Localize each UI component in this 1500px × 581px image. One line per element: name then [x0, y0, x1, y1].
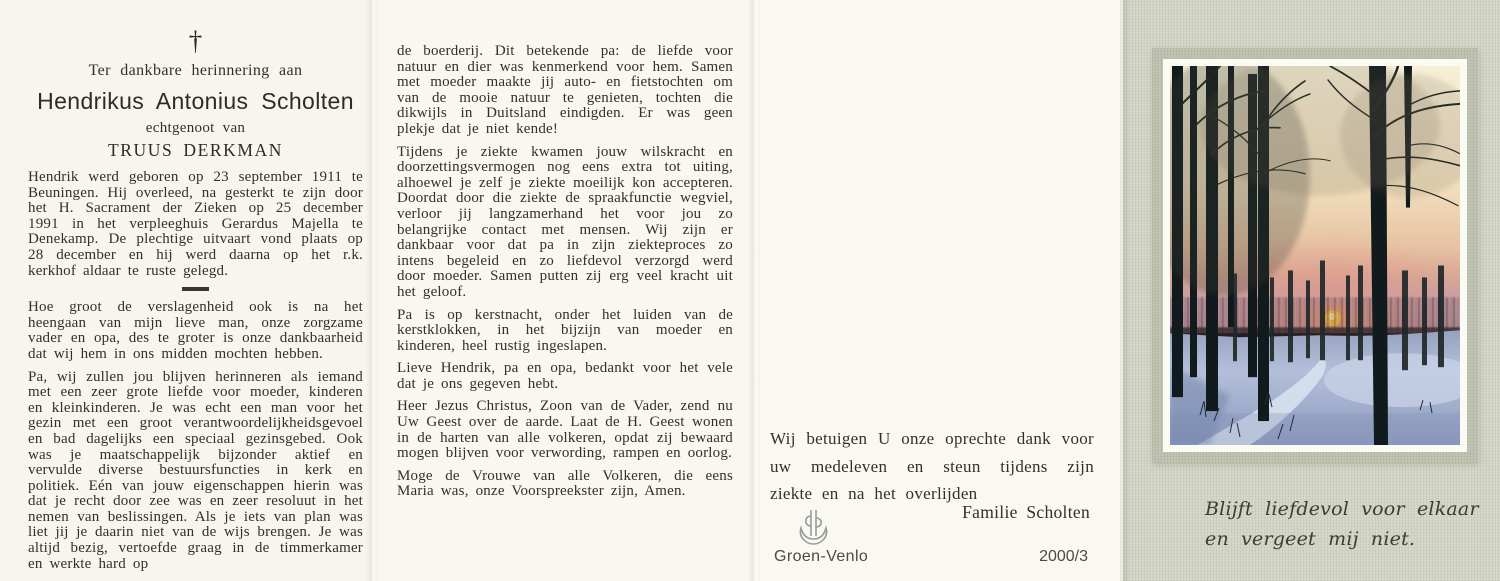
print-code: 2000/3 — [1039, 548, 1088, 565]
deceased-name: Hendrikus Antonius Scholten — [37, 88, 354, 114]
printer-name: Groen-Venlo — [774, 548, 869, 565]
spouse-name: TRUUS DERKMAN — [107, 140, 284, 160]
paragraph-prayer: Heer Jezus Christus, Zoon van de Vader, zend nu Uw Geest over de aarde. Laat de H. Geest wonen in de harten van alle volkeren, opdat zij bewaard mogen blijven voor verwording, rampen en oorlog. — [397, 398, 733, 462]
paragraph-amen: Moge de Vrouwe van alle Volkeren, die eens Maria was, onze Voorspreekster zijn, Amen. — [397, 467, 733, 500]
paragraph-born-died: Hendrik werd geboren op 23 september 1911 te Beuningen. Hij overleed, na gesterkt te zijn door het H. Sacrament der Zieken op 25 december 1991 in het verpleeghuis Gerardus Majella te Denekamp. De plechtige uitvaart vond plaats op 28 december en hij werd daarna op het r.k. kerkhof aldaar te ruste gelegd. — [28, 169, 363, 279]
cover-front-panel — [1120, 0, 1500, 581]
inside-middle-page — [377, 0, 757, 581]
thanks-paragraph: Wij betuigen U onze oprechte dank voor uw medeleven en steun tijdens zijn ziekte en na het overlijden — [770, 429, 1094, 503]
family-signature: Familie Scholten — [962, 502, 1090, 522]
intro-line: Ter dankbare herinnering aan — [88, 62, 303, 79]
photo-frame — [1152, 48, 1478, 463]
memorial-header — [28, 27, 363, 161]
paragraph-grief: Hoe groot de verslagenheid ook is na het heengaan van mijn lieve man, onze zorgzame vader en opa, des te groter is onze dankbaarheid dat wij hem in ons midden mochten hebben. — [28, 299, 363, 362]
photo-mat — [1163, 59, 1467, 452]
card-edge-highlight — [1120, 0, 1129, 581]
paragraph-illness: Tijdens je ziekte kwamen jouw wilskracht en doorzettingsvermogen nog eens extra tot uiting, alhoewel je zelf je ziekte moeilijk kon accepteren. Doordat door die ziekte de spraakfunctie wegviel, verloor jij langzamerhand het voor jou zo belangrijke contact met mensen. Wij zijn er dankbaar voor dat pa in zijn ziekteproces zo intens begeleid en zo liefdevol verzorgd werd door moeder. Samen putten zij erg veel kracht uit het geloof. — [397, 143, 733, 300]
section-divider — [182, 287, 209, 291]
paragraph-farewell: Lieve Hendrik, pa en opa, bedankt voor het vele dat je ons gegeven hebt. — [397, 360, 733, 392]
inside-left-page — [0, 0, 377, 581]
cover-motto — [1205, 494, 1479, 554]
printer-mark-monogram-icon — [793, 506, 835, 550]
paragraph-farm-nature: de boerderij. Dit betekende pa: de liefde voor natuur en dier was kenmerkend voor hem. Samen met moeder maakte jij auto- en fietstochten om van de mooie natuur te genieten, tochten die dikwijls in Duitsland eindigden. Er was geen plekje dat je niet kende! — [397, 43, 733, 137]
paragraph-christmas-night: Pa is op kerstnacht, onder het luiden van de kerstklokken, in het bijzijn van moeder en kinderen, heel rustig ingeslapen. — [397, 306, 733, 354]
motto-line-2: en vergeet mij niet. — [1205, 528, 1416, 550]
relation-line: echtgenoot van — [145, 120, 246, 136]
motto-line-1: Blijft liefdevol voor elkaar — [1205, 498, 1479, 520]
inside-right-page — [757, 0, 1120, 581]
memorial-cross-icon: † — [188, 26, 203, 56]
winter-sunset-photo — [1170, 66, 1460, 445]
paragraph-remembrance: Pa, wij zullen jou blijven herinneren als iemand met een zeer grote liefde voor moeder, kinderen en kleinkinderen. Je was echt een man voor het gezin met een groot verantwoordelijkheidsgevoel en bad dagelijks een speciaal gezinsgebed. Ook was je maatschappelijk bijzonder aktief en vervulde diverse bestuursfuncties in kerk en politiek. Eén van jouw eigenschappen hierin was dat je recht door zee was en zeer resoluut in het nemen van beslissingen. Als je iets van plan was liet jij je daarin niet van de wijs brengen. Je was altijd bezig, vertoefde graag in de timmerkamer en werkte hard op — [28, 368, 363, 572]
